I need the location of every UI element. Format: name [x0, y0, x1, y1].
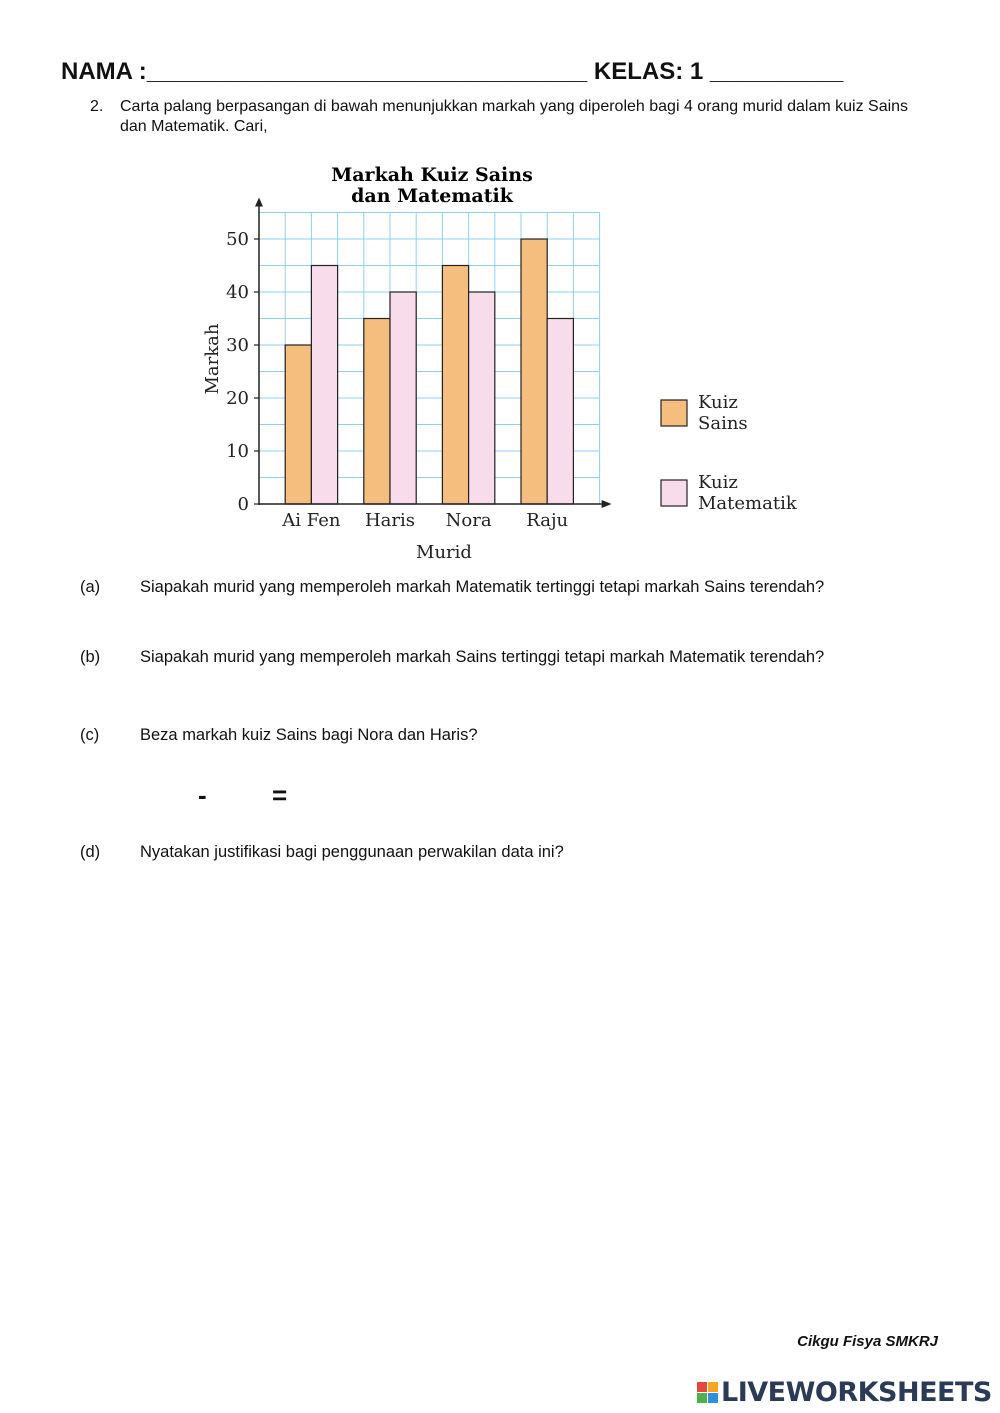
- subquestion-label: (b): [80, 648, 101, 666]
- bar-sains: [521, 239, 547, 504]
- paired-bar-chart: [190, 155, 830, 570]
- x-tick-label: Ai Fen: [282, 510, 341, 531]
- legend-swatch: [661, 400, 687, 426]
- chart-title: Markah Kuiz Sains: [331, 164, 533, 186]
- y-tick-label: 10: [226, 441, 249, 462]
- bar-matematik: [469, 292, 495, 504]
- subquestion-text: Siapakah murid yang memperoleh markah Sains tertinggi tetapi markah Matematik terendah?: [140, 648, 825, 666]
- y-tick-label: 20: [226, 388, 249, 409]
- y-tick-label: 0: [237, 494, 249, 515]
- legend-label: Kuiz: [698, 472, 738, 493]
- x-tick-label: Raju: [526, 510, 569, 531]
- subquestion-label: (d): [80, 843, 101, 861]
- bar-matematik: [390, 292, 416, 504]
- y-axis-label: Markah: [202, 323, 223, 395]
- x-axis-label: Murid: [416, 542, 472, 563]
- bar-sains: [442, 266, 468, 505]
- bar-matematik: [311, 266, 337, 505]
- subquestion-text: Beza markah kuiz Sains bagi Nora dan Haris?: [140, 726, 478, 744]
- y-axis-arrow-icon: [255, 198, 263, 207]
- x-tick-label: Nora: [445, 510, 492, 531]
- liveworksheets-watermark: [697, 1377, 992, 1408]
- question-number: 2.: [90, 98, 104, 115]
- question-text: Carta palang berpasangan di bawah menunjukkan markah yang diperoleh bagi 4 orang murid dalam kuiz Sains dan Matematik. Cari,: [120, 98, 909, 135]
- bar-sains: [285, 345, 311, 504]
- y-tick-label: 40: [226, 282, 249, 303]
- bar-matematik: [547, 319, 573, 505]
- bar-sains: [364, 319, 390, 505]
- legend-label: Kuiz: [698, 392, 738, 413]
- subquestion-text: Siapakah murid yang memperoleh markah Matematik tertinggi tetapi markah Sains terendah?: [140, 578, 825, 596]
- subquestion-label: (c): [80, 726, 100, 744]
- y-tick-label: 50: [226, 229, 249, 250]
- subquestion-label: (a): [80, 578, 101, 596]
- legend-label: Matematik: [698, 493, 797, 514]
- x-axis-arrow-icon: [602, 500, 612, 508]
- equals-sign: =: [272, 780, 288, 810]
- legend-swatch: [661, 480, 687, 506]
- name-class-header: NAMA :_________________________________ KELAS: 1 __________: [61, 58, 844, 85]
- subquestion-text: Nyatakan justifikasi bagi penggunaan perwakilan data ini?: [140, 843, 564, 861]
- author-credit: Cikgu Fisya SMKRJ: [797, 1333, 938, 1350]
- minus-sign: -: [198, 780, 207, 810]
- liveworksheets-logo-icon: [697, 1382, 718, 1403]
- x-tick-label: Haris: [364, 510, 416, 531]
- watermark-text: LIVEWORKSHEETS: [721, 1377, 992, 1408]
- legend-label: Sains: [698, 413, 748, 434]
- question-2-intro: [90, 97, 910, 137]
- chart-title: dan Matematik: [351, 185, 513, 207]
- y-tick-label: 30: [226, 335, 249, 356]
